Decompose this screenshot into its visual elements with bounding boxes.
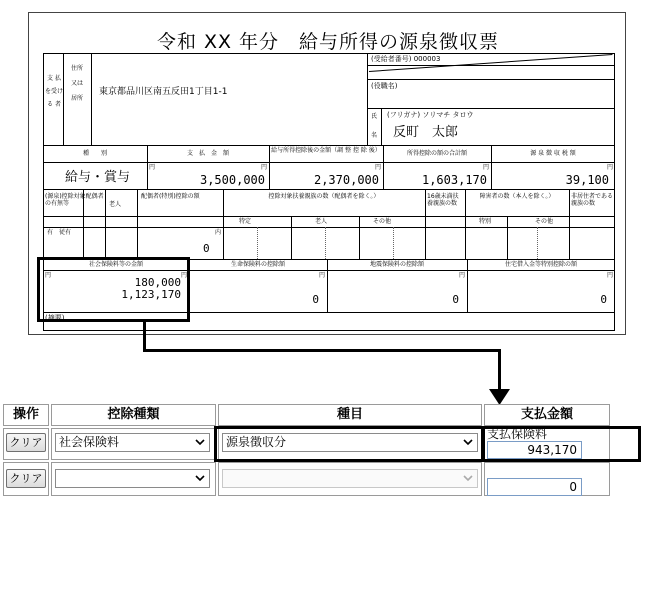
- spouse-special-value: 0: [203, 242, 210, 255]
- connector-line-horizontal: [143, 349, 501, 352]
- life-insurance-label: 生命保険料の控除額: [230, 261, 285, 268]
- item-value-row1: 源泉徴収分: [226, 435, 287, 449]
- deduction-type-select-row1[interactable]: [55, 433, 210, 452]
- amount-input-row1[interactable]: 943,170: [487, 441, 582, 459]
- highlight-social-insurance: [37, 257, 190, 322]
- social-insurance-label: 社会保険料等の金額: [88, 261, 143, 268]
- payer-label: 支 払 を受け る 者: [45, 75, 64, 108]
- name-label-1: 氏: [371, 113, 378, 120]
- address-label: 住所 又は 居所: [70, 65, 83, 102]
- payment-amount: 3,500,000: [199, 173, 265, 187]
- after-deduction-amount: 2,370,000: [313, 173, 379, 187]
- clear-button-row2[interactable]: クリア: [6, 469, 46, 488]
- position-label: (役職名): [371, 82, 398, 90]
- furigana: (フリガナ) ソリマチ タロウ: [387, 111, 474, 119]
- income-type: 給与・賞与: [65, 170, 131, 185]
- connector-line-vertical-1: [143, 322, 146, 352]
- item-select-row2[interactable]: [222, 469, 478, 488]
- under16-label: 16歳未満扶養親族の数: [427, 193, 459, 207]
- arrow-down-icon: [489, 389, 510, 405]
- deduction-type-value-row1: 社会保険料: [59, 435, 120, 449]
- address-text: 東京都品川区南五反田1丁目1-1: [99, 87, 228, 97]
- housing-loan-label: 住宅借入金等特別控除の額: [504, 261, 577, 268]
- amount-label-row1: 支払保険料: [487, 427, 548, 441]
- withholding-slip-document: 令和 XX 年分 給与所得の源泉徴収票 支 払 を受け る 者 住所 又は 居所 東京都品川区南五反田1丁目1-1 (受給者番号) 000003 (役職名) 氏 名 (フリガナ) ソリマチ タロウ 反町 太郎 種 別 支 払 金 額 給与所得控除後の金額（調 整 控 除 後） 所得控除の額の合計額 源 泉 徴 収 税 額 給与・賞与 円 円 円 円 円 3,500,000 2,370,000 1,603,170 39,100 (源泉)控除対象配偶者の有無等 老人 配偶者(特別)控除の額 控除対象扶養親族の数（配偶者を除く。） 16歳未満扶養親族の数 障害者の数（本人を除く。） 非居住者である親族の数 特定 老人 その他 特別 その他 有 従有 内 0 社会保険料等の金額 生命保険料の控除額 地震保険料の控除額 住宅借入金等特別控除の額 円 円 円 円 円 180,000 1,123,170 0 0 0 (摘要): [28, 12, 626, 335]
- chevron-down-icon: [195, 473, 205, 483]
- col-deduction-total-label: 所得控除の額の合計額: [406, 150, 467, 157]
- housing-loan-value: 0: [600, 293, 607, 306]
- earthquake-value: 0: [452, 293, 459, 306]
- name-label-2: 名: [371, 132, 378, 139]
- earthquake-label: 地震保険料の控除額: [369, 261, 424, 268]
- deduction-type-select-row2[interactable]: [55, 469, 210, 488]
- spouse-special-label: 配偶者(特別)控除の額: [141, 193, 200, 200]
- deduction-total-amount: 1,603,170: [421, 173, 487, 187]
- elderly-label: 老人: [109, 201, 122, 208]
- connector-line-vertical-2: [498, 349, 501, 391]
- social-insurance-values: 180,000 1,123,170: [121, 276, 181, 301]
- clear-button-row1[interactable]: クリア: [6, 433, 46, 452]
- remarks-label: (摘要): [45, 314, 65, 322]
- highlight-item-select: [214, 426, 484, 462]
- header-deduction-type: 控除種類: [51, 404, 216, 426]
- col-after-deduction-label: 給与所得控除後の金額（調 整 控 除 後）: [271, 147, 381, 154]
- col-withholding-label: 源 泉 徴 収 税 額: [530, 150, 576, 157]
- document-title: 令和 XX 年分 給与所得の源泉徴収票: [156, 31, 500, 53]
- col-type-label: 種 別: [82, 150, 107, 157]
- chevron-down-icon: [195, 437, 205, 447]
- dependents-label: 控除対象扶養親族の数（配偶者を除く。）: [268, 193, 380, 200]
- recipient-name: 反町 太郎: [393, 125, 459, 140]
- withholding-amount: 39,100: [565, 173, 609, 187]
- highlight-payment-amount: [482, 426, 641, 462]
- chevron-down-icon: [463, 473, 473, 483]
- recipient-number: (受給者番号) 000003: [371, 55, 441, 63]
- life-insurance-value: 0: [312, 293, 319, 306]
- header-item: 種目: [218, 404, 482, 426]
- disabled-label: 障害者の数（本人を除く。）: [479, 193, 555, 200]
- col-payment-label: 支 払 金 額: [186, 150, 229, 157]
- amount-input-row2[interactable]: 0: [487, 478, 582, 496]
- header-operation: 操作: [3, 404, 49, 426]
- spouse-label: (源泉)控除対象配偶者の有無等: [45, 193, 104, 207]
- header-payment-amount: 支払金額: [484, 404, 610, 426]
- nonresident-label: 非居住者である親族の数: [571, 193, 614, 207]
